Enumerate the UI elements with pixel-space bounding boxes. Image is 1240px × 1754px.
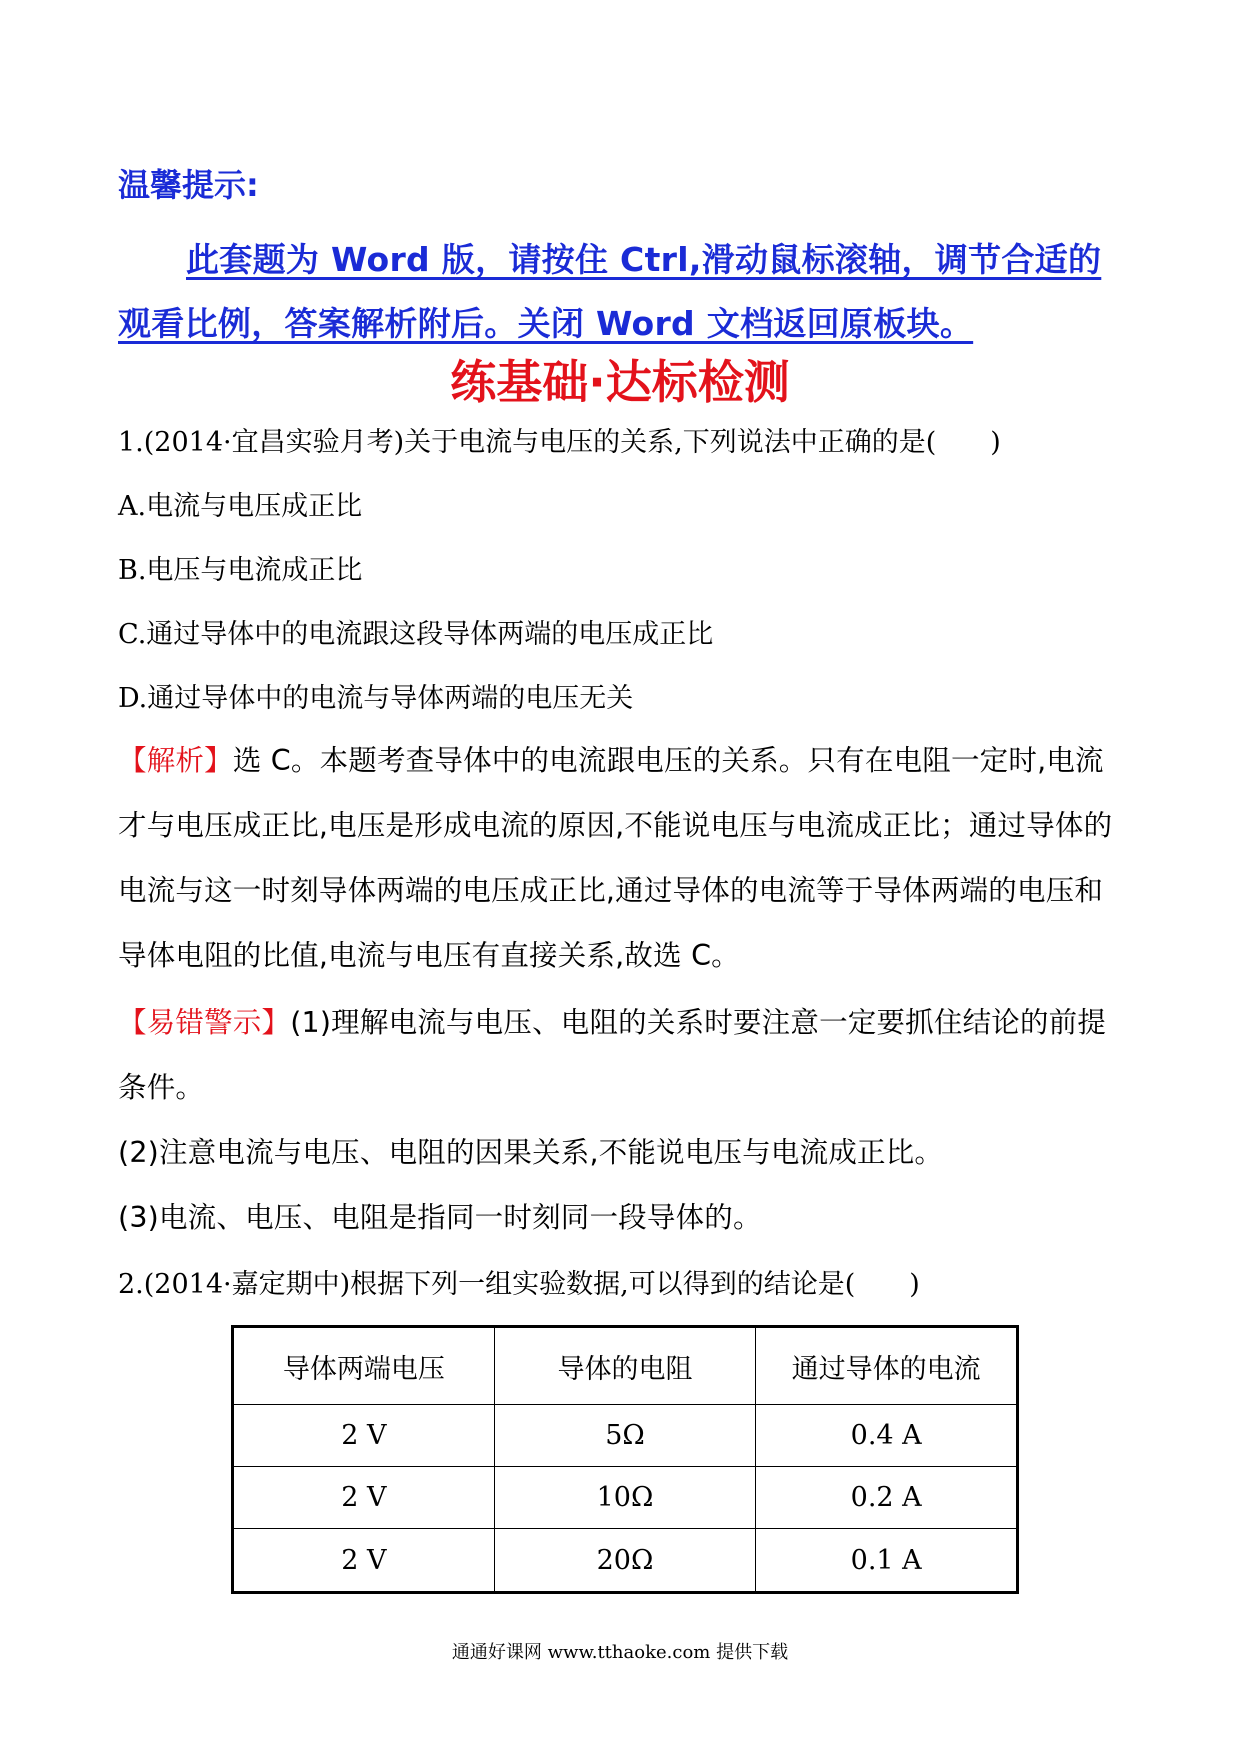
question-1-option-d: D.通过导体中的电流与导体两端的电压无关 xyxy=(118,683,634,714)
warning-tag: 【易错警示】 xyxy=(118,1006,291,1039)
question-1-option-c: C.通过导体中的电流跟这段导体两端的电压成正比 xyxy=(118,619,714,650)
tip-link-text[interactable]: 此套题为 Word 版，请按住 Ctrl,滑动鼠标滚轴，调节合适的观看比例，答案解析附后。关闭 Word 文档返回原板块。 xyxy=(118,240,1102,343)
question-2-stem: 2.(2014·嘉定期中)根据下列一组实验数据,可以得到的结论是( ) xyxy=(118,1269,920,1300)
table-header-cell: 通过导体的电流 xyxy=(756,1327,1018,1405)
section-title: 练基础·达标检测 xyxy=(450,355,790,409)
table-cell: 2 V xyxy=(233,1467,495,1529)
table-row xyxy=(233,1467,1018,1529)
warning-paragraph xyxy=(118,990,1128,1120)
table-header-row xyxy=(233,1327,1018,1405)
question-1-stem: 1.(2014·宜昌实验月考)关于电流与电压的关系,下列说法中正确的是( ) xyxy=(118,427,1001,458)
table-cell: 0.1 A xyxy=(756,1529,1018,1593)
table-cell: 0.2 A xyxy=(756,1467,1018,1529)
table-cell: 10Ω xyxy=(494,1467,756,1529)
warning-text: (1)理解电流与电压、电阻的关系时要注意一定要抓住结论的前提条件。 xyxy=(118,1006,1107,1104)
question-1-option-b: B.电压与电流成正比 xyxy=(118,555,363,586)
tip-title: 温馨提示: xyxy=(118,166,259,204)
table-row xyxy=(233,1529,1018,1593)
table-row xyxy=(233,1405,1018,1467)
table-cell: 20Ω xyxy=(494,1529,756,1593)
question-1-option-a: A.电流与电压成正比 xyxy=(118,491,363,522)
table-cell: 5Ω xyxy=(494,1405,756,1467)
table-header-cell: 导体的电阻 xyxy=(494,1327,756,1405)
table-cell: 2 V xyxy=(233,1529,495,1593)
table-cell: 2 V xyxy=(233,1405,495,1467)
page-footer: 通通好课网 www.tthaoke.com 提供下载 xyxy=(451,1642,789,1663)
warning-item-3: (3)电流、电压、电阻是指同一时刻同一段导体的。 xyxy=(118,1201,762,1234)
analysis-tag: 【解析】 xyxy=(118,744,233,777)
experiment-data-table xyxy=(231,1325,1019,1594)
warning-item-2: (2)注意电流与电压、电阻的因果关系,不能说电压与电流成正比。 xyxy=(118,1136,944,1169)
table-header-cell: 导体两端电压 xyxy=(233,1327,495,1405)
analysis-text: 选 C。本题考查导体中的电流跟电压的关系。只有在电阻一定时,电流才与电压成正比,电压是形成电流的原因,不能说电压与电流成正比；通过导体的电流与这一时刻导体两端的电压成正比,通过导体的电流等于导体两端的电压和导体电阻的比值,电流与电压有直接关系,故选 C。 xyxy=(118,744,1113,972)
analysis-paragraph xyxy=(118,728,1128,988)
table-cell: 0.4 A xyxy=(756,1405,1018,1467)
